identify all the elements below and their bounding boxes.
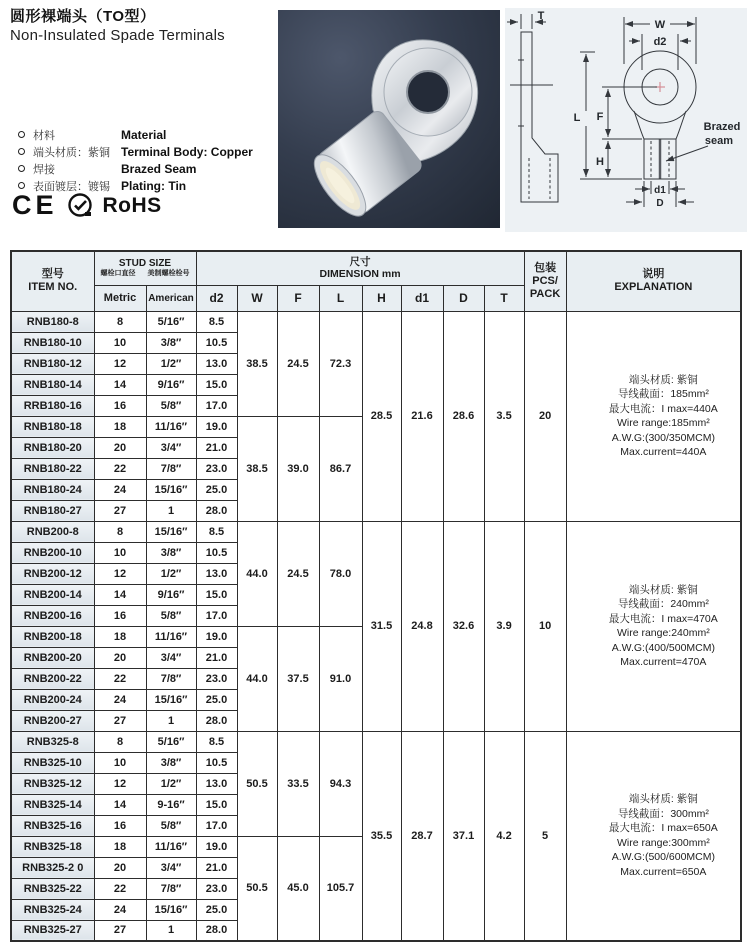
metric-cell: 18 (94, 416, 146, 437)
material-row (18, 143, 253, 160)
header-dim-cn: 尺寸 (349, 256, 371, 269)
item-no-cell: RNB180-20 (11, 437, 94, 458)
material-label-cn: 焊接 (33, 163, 55, 176)
header-col-d1: d1 (401, 285, 443, 311)
header-dim-en: DIMENSION mm (319, 268, 401, 281)
metric-cell: 24 (94, 689, 146, 710)
certifications (12, 190, 162, 221)
d2-cell: 19.0 (196, 836, 237, 857)
bullet-icon (18, 131, 25, 138)
header-stud-size (94, 251, 196, 285)
brazed-seam-label: Brazed (703, 121, 741, 133)
d-cell: 37.1 (443, 731, 484, 941)
american-cell: 15/16″ (146, 521, 196, 542)
metric-cell: 10 (94, 542, 146, 563)
american-cell: 9-16″ (146, 794, 196, 815)
d2-cell: 15.0 (196, 794, 237, 815)
ce-mark-icon: CE (12, 190, 58, 220)
item-no-cell: RNB180-14 (11, 374, 94, 395)
metric-cell: 22 (94, 878, 146, 899)
dim-label-d: D (656, 198, 664, 209)
d-cell: 28.6 (443, 311, 484, 521)
d2-cell: 13.0 (196, 353, 237, 374)
l-cell: 86.7 (319, 416, 362, 521)
metric-cell: 8 (94, 311, 146, 332)
page-title-en: Non-Insulated Spade Terminals (10, 27, 225, 44)
metric-cell: 22 (94, 668, 146, 689)
metric-cell: 14 (94, 794, 146, 815)
material-label-cn: 表面镀层：镀锡 (33, 180, 110, 193)
explanation-line: Max.current=650A (620, 865, 707, 878)
pcs-cell: 20 (524, 311, 566, 521)
spec-table (10, 250, 742, 942)
explanation-line: A.W.G:(500/600MCM) (611, 851, 715, 864)
material-label-cn: 端头材质：紫铜 (33, 146, 110, 159)
material-label-en: Plating: Tin (121, 178, 187, 193)
metric-cell: 18 (94, 626, 146, 647)
f-cell: 33.5 (277, 731, 319, 836)
metric-cell: 10 (94, 332, 146, 353)
explanation-line: Wire range:240mm² (616, 627, 710, 639)
metric-cell: 12 (94, 353, 146, 374)
metric-cell: 22 (94, 458, 146, 479)
rohs-mark: RoHS (102, 193, 162, 217)
bullet-icon (18, 182, 25, 189)
item-no-cell: RNB325-24 (11, 899, 94, 920)
american-cell: 1 (146, 500, 196, 521)
metric-cell: 10 (94, 752, 146, 773)
explanation-line: Max.current=440A (620, 446, 707, 458)
explanation-line: Wire range:185mm² (616, 417, 710, 429)
american-cell: 1/2″ (146, 353, 196, 374)
d2-cell: 19.0 (196, 416, 237, 437)
american-cell: 1 (146, 920, 196, 941)
dim-label-w: W (654, 19, 666, 31)
metric-cell: 20 (94, 647, 146, 668)
explanation-cell (566, 311, 741, 521)
american-cell: 3/8″ (146, 752, 196, 773)
header-col-h: H (362, 285, 401, 311)
header-pack-pcs: PCS/ (532, 274, 558, 287)
w-cell: 50.5 (237, 731, 277, 836)
header-dimension (196, 251, 524, 285)
d2-cell: 28.0 (196, 710, 237, 731)
explanation-cell (566, 521, 741, 731)
t-cell: 3.9 (484, 521, 524, 731)
item-no-cell: RRB180-16 (11, 395, 94, 416)
item-no-cell: RNB180-8 (11, 311, 94, 332)
title-block (10, 5, 225, 44)
d2-cell: 17.0 (196, 815, 237, 836)
explanation-cell (566, 731, 741, 941)
explanation-line: 最大电流：I max=470A (608, 612, 718, 625)
item-no-cell: RNB180-12 (11, 353, 94, 374)
metric-cell: 14 (94, 374, 146, 395)
d2-cell: 23.0 (196, 668, 237, 689)
d2-cell: 25.0 (196, 479, 237, 500)
dim-label-d1: d1 (654, 185, 666, 196)
w-cell: 44.0 (237, 626, 277, 731)
explanation-line: Max.current=470A (620, 656, 707, 668)
explanation-line: A.W.G:(400/500MCM) (611, 641, 715, 654)
item-no-cell: RNB180-10 (11, 332, 94, 353)
header-pack (524, 251, 566, 311)
item-no-cell: RNB200-20 (11, 647, 94, 668)
cert-badge-icon (67, 192, 94, 219)
american-cell: 11/16″ (146, 626, 196, 647)
materials-list (18, 126, 253, 194)
metric-cell: 14 (94, 584, 146, 605)
american-cell: 3/4″ (146, 647, 196, 668)
l-cell: 105.7 (319, 836, 362, 941)
header-col-w: W (237, 285, 277, 311)
metric-cell: 16 (94, 815, 146, 836)
dim-label-l: L (573, 112, 581, 124)
bullet-icon (18, 148, 25, 155)
american-cell: 7/8″ (146, 458, 196, 479)
d2-cell: 8.5 (196, 311, 237, 332)
header-american: American (146, 285, 196, 311)
header-item-en: ITEM NO. (28, 281, 78, 294)
header-item-no (11, 251, 94, 311)
d2-cell: 10.5 (196, 542, 237, 563)
item-no-cell: RNB325-22 (11, 878, 94, 899)
item-no-cell: RNB200-16 (11, 605, 94, 626)
american-cell: 1/2″ (146, 563, 196, 584)
d2-cell: 23.0 (196, 878, 237, 899)
material-label-cn: 材料 (33, 129, 55, 142)
header-stud-title: STUD SIZE (118, 258, 172, 270)
item-no-cell: RNB200-27 (11, 710, 94, 731)
explanation-line: 导线截面：300mm² (617, 807, 709, 820)
header-col-l: L (319, 285, 362, 311)
item-no-cell: RNB325-8 (11, 731, 94, 752)
american-cell: 5/8″ (146, 815, 196, 836)
american-cell: 3/4″ (146, 857, 196, 878)
d2-cell: 23.0 (196, 458, 237, 479)
metric-cell: 12 (94, 563, 146, 584)
header-col-t: T (484, 285, 524, 311)
h-cell: 28.5 (362, 311, 401, 521)
item-no-cell: RNB200-14 (11, 584, 94, 605)
t-cell: 3.5 (484, 311, 524, 521)
d2-cell: 8.5 (196, 521, 237, 542)
material-row (18, 160, 253, 177)
material-label-en: Terminal Body: Copper (121, 144, 253, 159)
american-cell: 15/16″ (146, 689, 196, 710)
american-cell: 5/8″ (146, 605, 196, 626)
d1-cell: 24.8 (401, 521, 443, 731)
american-cell: 11/16″ (146, 836, 196, 857)
american-cell: 5/8″ (146, 395, 196, 416)
d2-cell: 28.0 (196, 500, 237, 521)
item-no-cell: RNB200-8 (11, 521, 94, 542)
w-cell: 44.0 (237, 521, 277, 626)
dim-label-f: F (596, 111, 604, 123)
page-title-cn: 圆形裸端头（TO型） (10, 8, 156, 25)
explanation-line: 最大电流：I max=440A (608, 402, 718, 415)
dim-label-h: H (596, 156, 604, 168)
table-row (11, 311, 741, 332)
d2-cell: 10.5 (196, 752, 237, 773)
d2-cell: 19.0 (196, 626, 237, 647)
item-no-cell: RNB325-16 (11, 815, 94, 836)
dim-label-t: T (537, 10, 545, 22)
american-cell: 3/8″ (146, 542, 196, 563)
item-no-cell: RNB325-14 (11, 794, 94, 815)
metric-cell: 27 (94, 500, 146, 521)
f-cell: 39.0 (277, 416, 319, 521)
explanation-line: 端头材质: 紫铜 (628, 373, 698, 386)
american-cell: 5/16″ (146, 311, 196, 332)
d-cell: 32.6 (443, 521, 484, 731)
d2-cell: 21.0 (196, 647, 237, 668)
l-cell: 94.3 (319, 731, 362, 836)
d2-cell: 25.0 (196, 689, 237, 710)
h-cell: 31.5 (362, 521, 401, 731)
d2-cell: 13.0 (196, 773, 237, 794)
pcs-cell: 10 (524, 521, 566, 731)
header-stud-sub-american: 美制螺栓栓号 (147, 270, 190, 278)
f-cell: 24.5 (277, 521, 319, 626)
header-explanation (566, 251, 741, 311)
header-stud-sub-metric: 螺栓口直径 (100, 270, 136, 278)
metric-cell: 27 (94, 710, 146, 731)
bullet-icon (18, 165, 25, 172)
explanation-line: Wire range:300mm² (616, 836, 710, 849)
t-cell: 4.2 (484, 731, 524, 941)
item-no-cell: RNB200-12 (11, 563, 94, 584)
item-no-cell: RNB200-10 (11, 542, 94, 563)
metric-cell: 8 (94, 521, 146, 542)
item-no-cell: RNB200-22 (11, 668, 94, 689)
pcs-cell: 5 (524, 731, 566, 941)
american-cell: 1 (146, 710, 196, 731)
metric-cell: 24 (94, 479, 146, 500)
material-label-en: Material (121, 127, 167, 142)
header-metric: Metric (94, 285, 146, 311)
product-photo (278, 10, 500, 228)
d2-cell: 10.5 (196, 332, 237, 353)
d2-cell: 17.0 (196, 395, 237, 416)
d2-cell: 21.0 (196, 437, 237, 458)
w-cell: 38.5 (237, 416, 277, 521)
item-no-cell: RNB325-27 (11, 920, 94, 941)
explanation-line: 最大电流：I max=650A (608, 822, 718, 835)
item-no-cell: RNB180-22 (11, 458, 94, 479)
dim-label-d2: d2 (653, 36, 667, 48)
l-cell: 78.0 (319, 521, 362, 626)
table-row (11, 731, 741, 752)
dimension-diagram (505, 8, 747, 232)
material-row (18, 126, 253, 143)
header-expl-en: EXPLANATION (614, 281, 693, 294)
metric-cell: 8 (94, 731, 146, 752)
american-cell: 7/8″ (146, 878, 196, 899)
metric-cell: 16 (94, 395, 146, 416)
item-no-cell: RNB200-18 (11, 626, 94, 647)
f-cell: 45.0 (277, 836, 319, 941)
brazed-seam-label: seam (704, 135, 734, 147)
f-cell: 24.5 (277, 311, 319, 416)
explanation-line: A.W.G:(300/350MCM) (611, 431, 715, 444)
d2-cell: 8.5 (196, 731, 237, 752)
item-no-cell: RNB180-24 (11, 479, 94, 500)
explanation-line: 导线截面：240mm² (617, 598, 709, 610)
metric-cell: 27 (94, 920, 146, 941)
american-cell: 3/8″ (146, 332, 196, 353)
technical-drawing (505, 8, 747, 232)
d2-cell: 15.0 (196, 374, 237, 395)
d1-cell: 28.7 (401, 731, 443, 941)
l-cell: 72.3 (319, 311, 362, 416)
american-cell: 11/16″ (146, 416, 196, 437)
header-pack-cn: 包装 (534, 261, 557, 274)
header-item-cn: 型号 (41, 268, 64, 281)
item-no-cell: RNB325-10 (11, 752, 94, 773)
metric-cell: 12 (94, 773, 146, 794)
metric-cell: 20 (94, 437, 146, 458)
item-no-cell: RNB180-27 (11, 500, 94, 521)
american-cell: 15/16″ (146, 479, 196, 500)
item-no-cell: RNB325-2 0 (11, 857, 94, 878)
ring-terminal-image (278, 10, 500, 228)
header-col-d: D (443, 285, 484, 311)
american-cell: 9/16″ (146, 374, 196, 395)
american-cell: 15/16″ (146, 899, 196, 920)
explanation-line: 导线截面：185mm² (617, 388, 709, 400)
d2-cell: 25.0 (196, 899, 237, 920)
item-no-cell: RNB180-18 (11, 416, 94, 437)
header-expl-cn: 说明 (642, 268, 665, 281)
item-no-cell: RNB325-18 (11, 836, 94, 857)
d2-cell: 15.0 (196, 584, 237, 605)
item-no-cell: RNB200-24 (11, 689, 94, 710)
material-label-en: Brazed Seam (121, 161, 197, 176)
l-cell: 91.0 (319, 626, 362, 731)
table-row (11, 521, 741, 542)
d2-cell: 13.0 (196, 563, 237, 584)
explanation-line: 端头材质: 紫铜 (628, 793, 698, 806)
w-cell: 50.5 (237, 836, 277, 941)
d1-cell: 21.6 (401, 311, 443, 521)
metric-cell: 16 (94, 605, 146, 626)
header-col-d2: d2 (196, 285, 237, 311)
d2-cell: 21.0 (196, 857, 237, 878)
american-cell: 1/2″ (146, 773, 196, 794)
explanation-line: 端头材质: 紫铜 (628, 583, 698, 596)
w-cell: 38.5 (237, 311, 277, 416)
h-cell: 35.5 (362, 731, 401, 941)
american-cell: 5/16″ (146, 731, 196, 752)
american-cell: 3/4″ (146, 437, 196, 458)
d2-cell: 28.0 (196, 920, 237, 941)
header-col-f: F (277, 285, 319, 311)
f-cell: 37.5 (277, 626, 319, 731)
d2-cell: 17.0 (196, 605, 237, 626)
metric-cell: 24 (94, 899, 146, 920)
header-pack-pack: PACK (529, 287, 561, 300)
american-cell: 7/8″ (146, 668, 196, 689)
metric-cell: 20 (94, 857, 146, 878)
metric-cell: 18 (94, 836, 146, 857)
american-cell: 9/16″ (146, 584, 196, 605)
item-no-cell: RNB325-12 (11, 773, 94, 794)
